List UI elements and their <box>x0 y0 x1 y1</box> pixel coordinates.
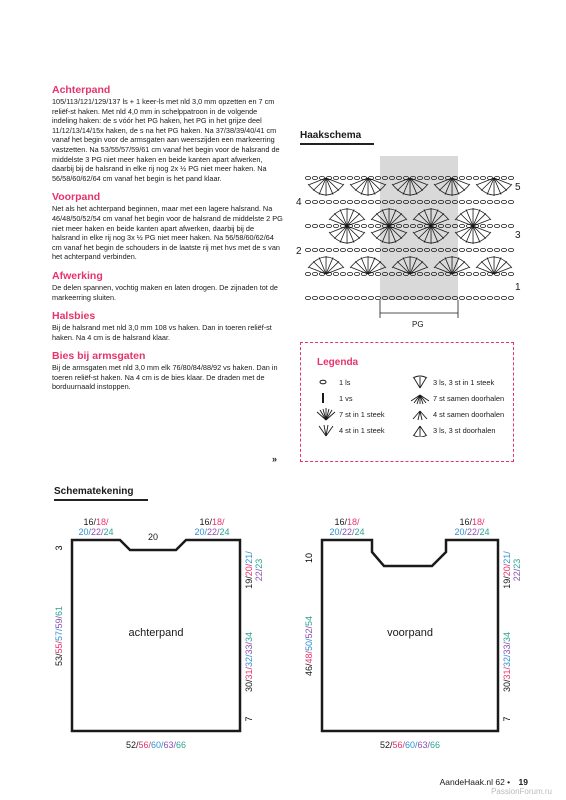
section-body: Bij de halsrand met nld 3,0 mm 108 vs haken. Dan in toeren reliëf-st haken. Na 4 cm is de halsrand klaar. <box>52 323 272 342</box>
chain-stitch <box>375 176 380 179</box>
chain-stitch <box>480 176 485 179</box>
legend-item <box>409 391 504 405</box>
pattern-repeat-shade <box>380 156 458 300</box>
chain-stitch <box>480 296 485 299</box>
back-shoulder-right <box>199 517 225 527</box>
chain-stitch <box>459 176 464 179</box>
back-shoulder-left <box>78 527 113 537</box>
chain-stitch <box>508 272 513 275</box>
chain-stitch <box>305 224 310 227</box>
chain-stitch <box>326 200 331 203</box>
chain-stitch <box>480 272 485 275</box>
size-value: 56/ <box>392 740 405 750</box>
back-left-top: 3 <box>54 545 64 551</box>
chain-stitch <box>375 248 380 251</box>
size-value: 22/ <box>512 568 522 582</box>
chain-stitch <box>319 296 324 299</box>
front-left-top: 10 <box>304 552 314 564</box>
chain-stitch <box>466 200 471 203</box>
schematekening-title <box>54 486 133 497</box>
size-value: 22/ <box>206 527 220 537</box>
section-title: Halsbies <box>52 310 96 323</box>
size-value: 59/ <box>54 615 64 629</box>
chain-stitch <box>312 296 317 299</box>
size-value: 31/ <box>244 667 254 680</box>
chain-stitch <box>368 296 373 299</box>
chain-stitch <box>354 272 359 275</box>
chain-stitch <box>459 224 464 227</box>
back-label: achterpand <box>128 627 184 639</box>
front-piece <box>304 517 522 750</box>
size-value: 19/ <box>502 576 512 589</box>
haakschema-title <box>300 130 361 141</box>
title-underline <box>54 499 148 501</box>
size-value: 34 <box>244 631 254 642</box>
back-width <box>126 740 186 750</box>
chain-stitch <box>354 296 359 299</box>
size-value: 19/ <box>244 576 254 589</box>
legend-item <box>315 407 385 421</box>
chain-stitch <box>340 272 345 275</box>
chain-stitch <box>326 248 331 251</box>
crochet-chart <box>290 150 530 330</box>
size-value: 30/ <box>244 679 254 693</box>
front-right-top <box>512 559 522 582</box>
chain-stitch <box>368 200 373 203</box>
chain-stitch <box>501 176 506 179</box>
front-right-bottom: 7 <box>502 716 512 722</box>
chain-stitch <box>473 248 478 251</box>
chain-stitch <box>319 200 324 203</box>
section-achterpand <box>52 84 284 183</box>
pg-label: PG <box>412 320 424 329</box>
chain-stitch <box>375 296 380 299</box>
chain-stitch <box>487 224 492 227</box>
chain-stitch <box>466 176 471 179</box>
chain-stitch <box>312 200 317 203</box>
back-right-bottom: 7 <box>244 716 254 722</box>
chain-stitch <box>487 200 492 203</box>
chain-stitch <box>459 200 464 203</box>
chain-stitch <box>494 296 499 299</box>
page-footer <box>440 777 528 787</box>
row-number: 4 <box>296 197 302 208</box>
section-body: Net als het achterpand beginnen, maar met een lagere halsrand. Na 46/48/50/52/54 cm vanaf het begin voor de halsrand de middelste 2 PG niet meer haken en beide kanten apart afwerken, daarbij bij de halsrand in elke rij nog 3x ½ PG niet meer haken. Na 56/58/60/62/64 cm vanaf het begin de schouders in de laatste rij met hvs met de s van het achterpand verbinden. <box>52 204 283 262</box>
chain-stitch <box>333 176 338 179</box>
size-value: 18/ <box>347 517 360 527</box>
front-shoulder-right <box>459 517 485 527</box>
size-value: 31/ <box>502 667 512 680</box>
size-value: 20/ <box>329 527 342 537</box>
row-number: 3 <box>515 230 521 241</box>
chain-stitch <box>494 248 499 251</box>
chain-stitch <box>333 248 338 251</box>
legend-item <box>409 407 504 421</box>
chain-stitch <box>319 248 324 251</box>
chain-stitch <box>501 296 506 299</box>
size-value: 52/ <box>379 740 393 750</box>
back-neck-width: 20 <box>147 532 159 542</box>
chain-stitch <box>501 248 506 251</box>
chain-stitch <box>340 176 345 179</box>
chain-stitch <box>361 248 366 251</box>
chain-stitch <box>375 272 380 275</box>
fan-7-icon <box>315 407 337 421</box>
chain-stitch <box>326 296 331 299</box>
size-value: 56/ <box>138 740 151 750</box>
size-value: 20/ <box>454 527 467 537</box>
size-value: 53/ <box>54 653 64 667</box>
cluster-7-icon <box>409 391 431 405</box>
back-shoulder-left <box>83 517 109 527</box>
fan-stitch <box>329 226 365 244</box>
section-body: 105/113/121/129/137 ls + 1 keer-ls met nld 3,0 mm opzetten en 7 cm reliëf-st haken. Met nld 4,0 mm in schelppatroon in de volgende indeling haken: de s vóór het PG haken, het PG in het grijze deel 11/12/13/14/15x haken, de s na het PG haken. Na 37/38/39/40/41 cm vanaf het begin voor de armsgaten aan weerszijden een markeerring vastzetten. Na 53/55/57/59/61 cm vanaf het begin voor de halsrand de middelste 3 PG niet meer haken en beide kanten apart afwerken, daarbij bij de halsrand in elke rij nog 2x ½ PG niet meer haken. Na 56/58/60/62/64 cm vanaf het begin is het pand klaar. <box>52 97 280 183</box>
fan-stitch <box>476 178 512 196</box>
page-number: 19 <box>518 777 528 787</box>
size-value: 23 <box>512 558 522 569</box>
chain-stitch <box>487 296 492 299</box>
size-value: 22/ <box>466 527 480 537</box>
front-left-height <box>304 616 314 676</box>
size-value: 21/ <box>244 551 254 564</box>
size-value: 18/ <box>472 517 485 527</box>
fan-stitch <box>308 256 344 274</box>
size-value: 20/ <box>244 563 254 577</box>
size-value: 20/ <box>78 527 91 537</box>
chain-stitch <box>340 248 345 251</box>
chain-stitch <box>312 176 317 179</box>
chain-stitch <box>501 272 506 275</box>
chain-stitch <box>368 248 373 251</box>
size-value: 63/ <box>417 740 431 750</box>
size-value: 18/ <box>96 517 109 527</box>
back-right-top <box>244 551 254 589</box>
size-value: 16/ <box>459 517 472 527</box>
size-value: 24 <box>103 527 114 537</box>
chain-stitch <box>340 200 345 203</box>
chain-stitch <box>494 224 499 227</box>
chain-stitch <box>473 200 478 203</box>
legend-box <box>300 342 514 462</box>
chain-stitch <box>375 200 380 203</box>
section-voorpand <box>52 191 284 262</box>
row-number: 2 <box>296 246 302 257</box>
fan-stitch <box>455 208 491 226</box>
haakschema-title-text: Haakschema <box>300 130 362 141</box>
back-right-top <box>254 559 264 582</box>
section-title: Bies bij armsgaten <box>52 350 146 363</box>
size-value: 16/ <box>334 517 347 527</box>
size-value: 24 <box>354 527 365 537</box>
chain-stitch <box>326 224 331 227</box>
row-number: 5 <box>515 182 521 193</box>
schematic-drawing <box>40 506 550 756</box>
size-value: 52/ <box>125 740 139 750</box>
chain-stitch <box>347 248 352 251</box>
size-value: 23 <box>254 558 264 569</box>
chain-stitch <box>494 200 499 203</box>
size-value: 61 <box>54 605 64 616</box>
size-value: 50/ <box>304 638 314 652</box>
size-value: 52/ <box>304 625 314 639</box>
chain-stitch <box>508 248 513 251</box>
chain-stitch <box>354 200 359 203</box>
section-afwerking <box>52 270 284 302</box>
chain-stitch <box>459 272 464 275</box>
chain-stitch <box>354 176 359 179</box>
size-value: 46/ <box>304 663 314 677</box>
front-shoulder-right <box>454 527 489 537</box>
pg-bracket <box>380 300 458 318</box>
chain-stitch <box>487 248 492 251</box>
chain-stitch <box>305 176 310 179</box>
size-value: 34 <box>502 631 512 642</box>
legend-label: 1 vs <box>339 393 353 403</box>
size-value: 24 <box>479 527 490 537</box>
size-value: 18/ <box>212 517 225 527</box>
size-value: 33/ <box>244 641 254 655</box>
chain-stitch <box>347 272 352 275</box>
schematekening-title-text: Schematekening <box>54 486 134 497</box>
legend-item <box>315 391 353 405</box>
size-value: 32/ <box>244 654 254 668</box>
size-value: 54 <box>304 615 314 626</box>
size-value: 66 <box>430 740 441 750</box>
chain-stitch <box>347 296 352 299</box>
size-value: 55/ <box>54 641 64 654</box>
size-value: 16/ <box>199 517 212 527</box>
legend-item <box>409 375 494 389</box>
fan-stitch <box>329 208 365 226</box>
section-body: De delen spannen, vochtig maken en laten drogen. De zijnaden tot de markeerring sluiten. <box>52 282 278 302</box>
chain-stitch <box>508 296 513 299</box>
size-value: 20/ <box>194 527 207 537</box>
chain-stitch <box>312 248 317 251</box>
legend-item <box>315 423 385 437</box>
chain-stitch <box>347 176 352 179</box>
section-title: Afwerking <box>52 269 103 282</box>
back-shoulder-right <box>194 527 229 537</box>
legend-label: 4 st in 1 steek <box>339 425 385 435</box>
continue-arrow-icon: » <box>272 454 278 464</box>
size-value: 21/ <box>502 551 512 564</box>
chain-stitch <box>333 272 338 275</box>
cluster-4-icon <box>409 407 431 421</box>
chain-stitch <box>333 224 338 227</box>
front-width <box>380 740 440 750</box>
size-value: 22/ <box>254 568 264 582</box>
legend-title: Legenda <box>317 357 359 368</box>
front-label: voorpand <box>387 627 433 639</box>
chain-stitch <box>361 224 366 227</box>
fan-3-icon <box>409 375 431 389</box>
chain-stitch <box>508 224 513 227</box>
footer-site: AandeHaak.nl 62 <box>439 777 505 787</box>
chain-stitch <box>347 200 352 203</box>
chain-stitch <box>501 224 506 227</box>
chain-stitch <box>361 296 366 299</box>
watermark: PassionForum.ru <box>491 787 552 796</box>
legend-label: 7 st in 1 steek <box>339 409 385 419</box>
chain-stitch <box>361 200 366 203</box>
size-value: 48/ <box>304 651 314 664</box>
size-value: 20/ <box>502 563 512 577</box>
chain-stitch-icon <box>315 375 337 389</box>
legend-label: 3 ls, 3 st in 1 steek <box>433 377 495 387</box>
chain-stitch <box>508 176 513 179</box>
chain-stitch <box>480 200 485 203</box>
chain-stitch <box>473 176 478 179</box>
chain-stitch <box>473 272 478 275</box>
size-value: 16/ <box>83 517 96 527</box>
chain-stitch <box>466 272 471 275</box>
row-number: 1 <box>515 282 521 293</box>
chain-stitch <box>354 224 359 227</box>
chain-stitch <box>466 296 471 299</box>
legend-item <box>409 423 495 437</box>
chain-stitch <box>480 248 485 251</box>
chain-stitch <box>305 272 310 275</box>
chain-stitch <box>305 200 310 203</box>
chain-stitch <box>375 224 380 227</box>
chain-stitch <box>333 296 338 299</box>
footer-bullet: • <box>507 777 511 787</box>
fan-stitch <box>308 178 344 196</box>
front-right-top <box>502 551 512 589</box>
instructions-column <box>52 84 284 400</box>
title-underline <box>300 143 374 145</box>
legend-item <box>315 375 351 389</box>
size-value: 33/ <box>502 641 512 655</box>
chain-stitch <box>368 224 373 227</box>
chain-stitch <box>340 296 345 299</box>
chain-stitch <box>459 248 464 251</box>
fan-stitch <box>455 226 491 244</box>
front-shoulder-left <box>329 527 364 537</box>
legend-label: 7 st samen doorhalen <box>433 393 505 403</box>
size-value: 22/ <box>341 527 355 537</box>
chain-stitch <box>480 224 485 227</box>
legend-label: 4 st samen doorhalen <box>433 409 505 419</box>
size-value: 22/ <box>90 527 104 537</box>
back-piece <box>54 517 264 750</box>
chain-stitch <box>473 296 478 299</box>
chain-stitch <box>305 296 310 299</box>
single-crochet-icon <box>315 391 337 405</box>
size-value: 24 <box>219 527 230 537</box>
chain-stitch <box>305 248 310 251</box>
chain-stitch <box>508 200 513 203</box>
chain-stitch <box>319 224 324 227</box>
legend-label: 3 ls, 3 st doorhalen <box>433 425 496 435</box>
size-value: 60/ <box>404 740 418 750</box>
size-value: 32/ <box>502 654 512 668</box>
front-right-mid <box>502 632 512 692</box>
fan-stitch <box>476 256 512 274</box>
chain-stitch <box>466 248 471 251</box>
legend-label: 1 ls <box>339 377 351 387</box>
chain-stitch <box>333 200 338 203</box>
chain-stitch <box>459 296 464 299</box>
size-value: 57/ <box>54 628 64 642</box>
section-body: Bij de armsgaten met nld 3,0 mm elk 76/80/84/88/92 vs haken. Dan in toeren reliëf-st haken. Na 4 cm is de bies klaar. De draden met de borduurnaald instoppen. <box>52 363 278 392</box>
section-title: Achterpand <box>52 84 111 96</box>
front-shoulder-left <box>334 517 360 527</box>
chain-stitch <box>312 224 317 227</box>
fan-4-icon <box>315 423 337 437</box>
back-left-height <box>54 606 64 666</box>
size-value: 30/ <box>502 679 512 693</box>
size-value: 66 <box>176 740 187 750</box>
chain-stitch <box>312 272 317 275</box>
cluster-3-icon <box>409 423 431 437</box>
section-bies-armsgaten <box>52 350 284 392</box>
section-title: Voorpand <box>52 191 101 204</box>
chain-stitch <box>501 200 506 203</box>
back-right-mid <box>244 632 254 692</box>
size-value: 60/ <box>150 740 164 750</box>
size-value: 63/ <box>163 740 177 750</box>
chain-stitch <box>354 248 359 251</box>
section-halsbies <box>52 310 284 342</box>
